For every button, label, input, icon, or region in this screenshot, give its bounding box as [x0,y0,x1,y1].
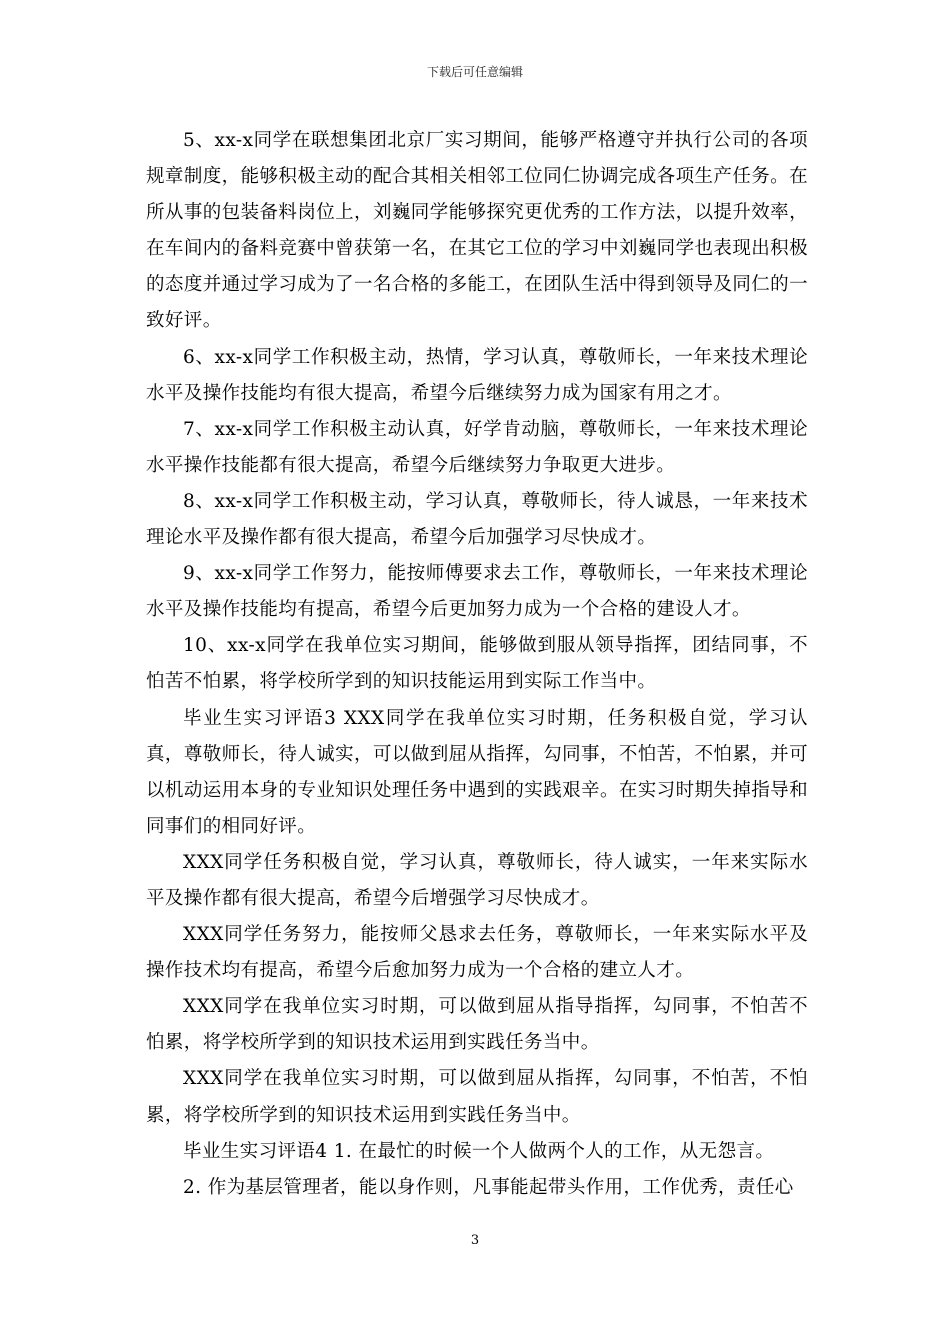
paragraph-xxx-1: XXX同学任务积极自觉，学习认真，尊敬师长，待人诚实，一年来实际水平及操作都有很大提高，希望今后增强学习尽快成才。 [146,851,808,909]
paragraph-7: 7、xx-x同学工作积极主动认真，好学肯动脑，尊敬师长，一年来技术理论水平操作技能都有很大提高，希望今后继续努力争取更大进步。 [146,418,808,476]
document-body [146,123,808,1206]
paragraph-6: 6、xx-x同学工作积极主动，热情，学习认真，尊敬师长，一年来技术理论水平及操作技能均有很大提高，希望今后继续努力成为国家有用之才。 [146,346,808,404]
paragraph-xxx-3: XXX同学在我单位实习时期，可以做到屈从指导指挥，勾同事，不怕苦不怕累，将学校所学到的知识技术运用到实践任务当中。 [146,996,808,1054]
paragraph-comment-4-item-2: 2. 作为基层管理者，能以身作则，凡事能起带头作用，工作优秀，责任心 [183,1176,794,1198]
page-header-note: 下载后可任意编辑 [426,65,523,79]
paragraph-comment-4: 毕业生实习评语4 1. 在最忙的时候一个人做两个人的工作，从无怨言。 [183,1140,775,1162]
paragraph-5: 5、xx-x同学在联想集团北京厂实习期间，能够严格遵守并执行公司的各项规章制度，能够积极主动的配合其相关相邻工位同仁协调完成各项生产任务。在所从事的包装备料岗位上，刘巍同学能够探究更优秀的工作方法，以提升效率，在车间内的备料竞赛中曾获第一名，在其它工位的学习中刘巍同学也表现出积极的态度并通过学习成为了一名合格的多能工，在团队生活中得到领导及同仁的一致好评。 [146,130,808,332]
page-number: 3 [470,1233,480,1248]
paragraph-comment-3: 毕业生实习评语3 XXX同学在我单位实习时期，任务积极自觉，学习认真，尊敬师长，待人诚实，可以做到屈从指挥，勾同事，不怕苦，不怕累，并可以机动运用本身的专业知识处理任务中遇到的实践艰辛。在实习时期失掉指导和同事们的相同好评。 [146,707,808,837]
paragraph-8: 8、xx-x同学工作积极主动，学习认真，尊敬师长，待人诚恳，一年来技术理论水平及操作都有很大提高，希望今后加强学习尽快成才。 [146,490,808,549]
paragraph-9: 9、xx-x同学工作努力，能按师傅要求去工作，尊敬师长，一年来技术理论水平及操作技能均有提高，希望今后更加努力成为一个合格的建设人才。 [146,563,808,621]
paragraph-xxx-4: XXX同学在我单位实习时期，可以做到屈从指挥，勾同事，不怕苦，不怕累，将学校所学到的知识技术运用到实践任务当中。 [146,1068,808,1126]
paragraph-xxx-2: XXX同学任务努力，能按师父恳求去任务，尊敬师长，一年来实际水平及操作技术均有提高，希望今后愈加努力成为一个合格的建立人才。 [146,924,808,982]
paragraph-10: 10、xx-x同学在我单位实习期间，能够做到服从领导指挥，团结同事，不怕苦不怕累，将学校所学到的知识技能运用到实际工作当中。 [146,635,808,693]
